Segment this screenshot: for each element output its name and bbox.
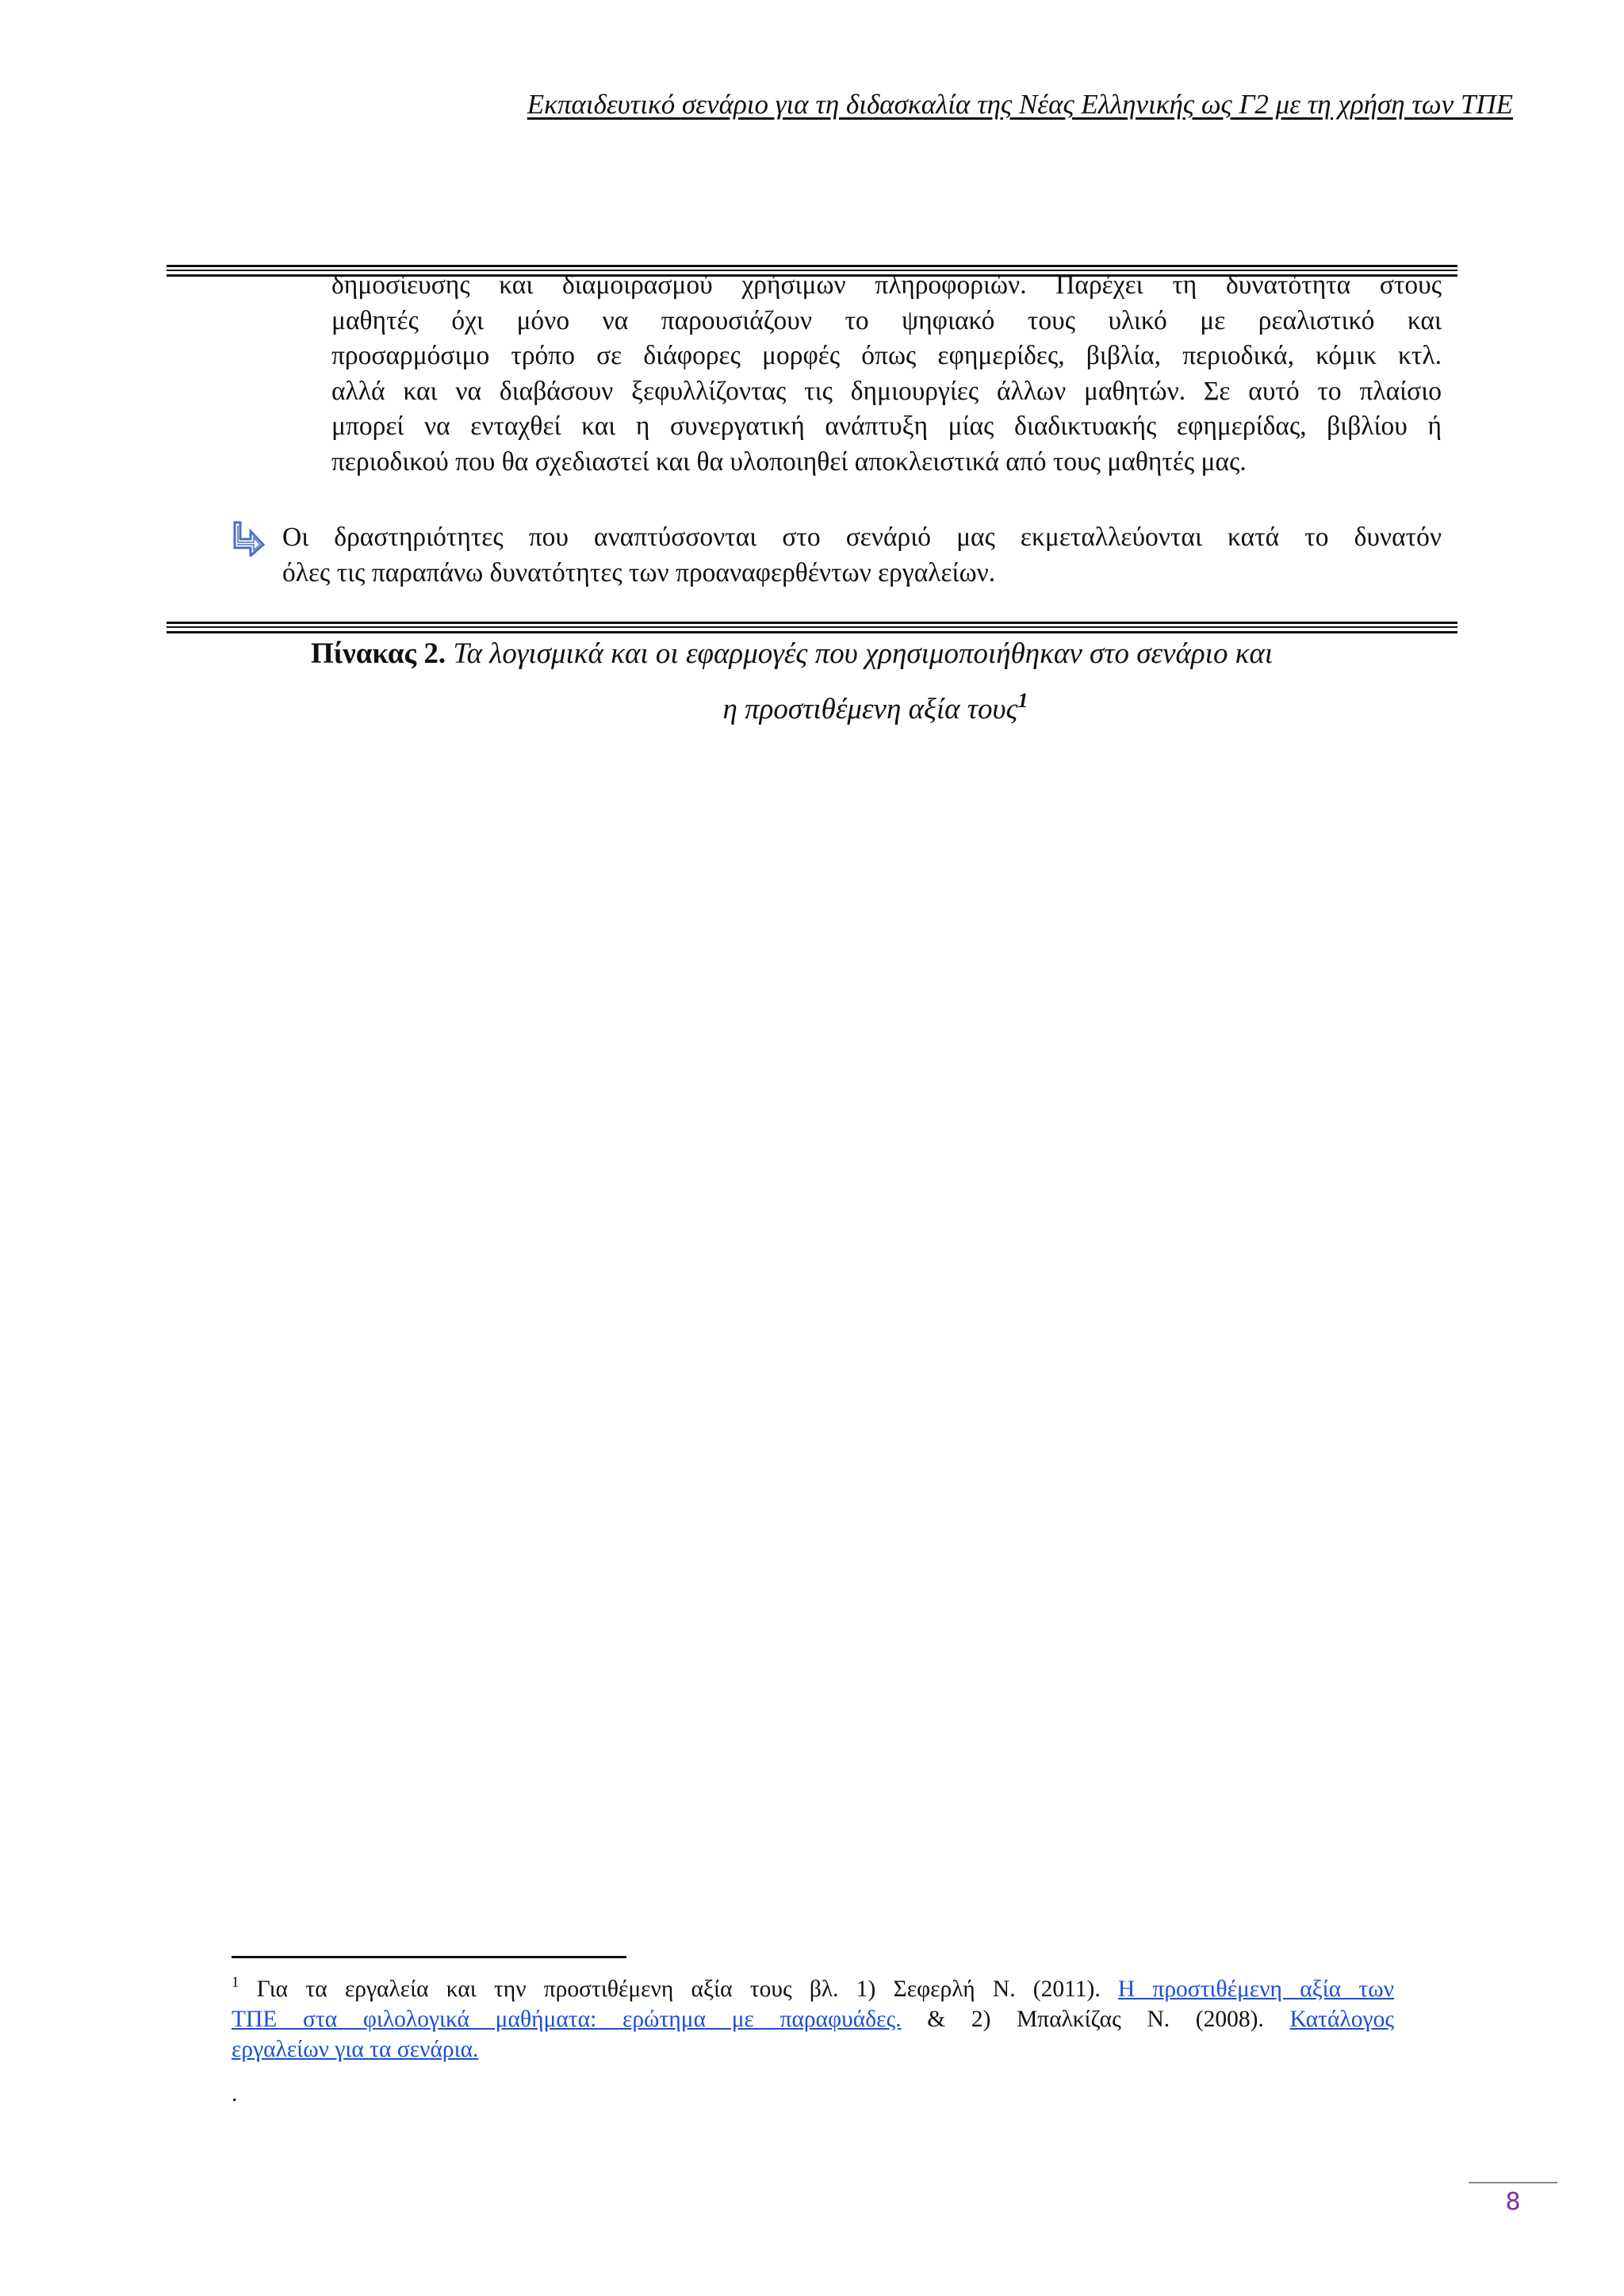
continued-paragraph — [331, 268, 1442, 480]
footnote-link-tool-catalog[interactable]: Κατάλογος — [1289, 2007, 1395, 2032]
paragraph-line: περιοδικού που θα σχεδιαστεί και θα υλοποιηθεί αποκλειστικά από τους μαθητές μας. — [331, 446, 1247, 476]
paragraph-line: μπορεί να ενταχθεί και η συνεργατική ανάπτυξη μίας διαδικτυακής εφημερίδας, βιβλίου ή — [331, 411, 1442, 442]
footnote-text: Για τα εργαλεία και την προστιθέμενη αξία τους βλ. 1) Σεφερλή Ν. (2011). — [256, 1976, 1118, 2002]
table-caption-text-2: η προστιθέμενη αξία τους — [722, 693, 1018, 725]
bullet-text — [282, 520, 1442, 591]
footnote-trailing-dot: . — [232, 2081, 238, 2107]
page-number-rule — [1469, 2182, 1557, 2183]
footnote-link-added-value[interactable]: Η προστιθέμενη αξία των — [1117, 1976, 1395, 2002]
table-caption — [311, 634, 1389, 674]
table-caption-label: Πίνακας 2. — [311, 637, 446, 670]
footnote — [232, 1974, 1394, 2064]
paragraph-line: μαθητές όχι μόνο να παρουσιάζουν το ψηφιακό τους υλικό με ρεαλιστικό και — [331, 305, 1442, 335]
footnote-reference[interactable]: 1 — [1017, 689, 1028, 712]
paragraph-line: προσαρμόσιμο τρόπο σε διάφορες μορφές όπως εφημερίδες, βιβλία, περιοδικά, κόμικ κτλ. — [331, 341, 1442, 371]
page-number: 8 — [1505, 2188, 1521, 2216]
bullet-line: όλες τις παραπάνω δυνατότητες των προαναφερθέντων εργαλείων. — [282, 557, 996, 587]
footnote-separator — [232, 1956, 626, 1958]
footnote-marker: 1 — [232, 1974, 239, 1991]
footnote-link-tool-catalog-cont[interactable]: εργαλείων για τα σενάρια. — [232, 2037, 479, 2062]
footnote-line — [232, 2004, 1394, 2034]
paragraph-line: αλλά και να διαβάσουν ξεφυλλίζοντας τις δημιουργίες άλλων μαθητών. Σε αυτό το πλαίσιο — [331, 376, 1442, 406]
paragraph-line: δημοσίευσης και διαμοιρασμού χρήσιμων πληροφοριών. Παρέχει τη δυνατότητα στους — [331, 270, 1442, 300]
bullet-line: Οι δραστηριότητες που αναπτύσσονται στο σενάριό μας εκμεταλλεύονται κατά το δυνατόν — [282, 522, 1442, 552]
running-header-title: Εκπαιδευτικό σενάριο για τη διδασκαλία της Νέας Ελληνικής ως Γ2 με τη χρήση των ΤΠΕ — [527, 89, 1513, 120]
footnote-line — [232, 2034, 1394, 2064]
table-caption-text: Τα λογισμικά και οι εφαρμογές που χρησιμοποιήθηκαν στο σενάριο και — [453, 637, 1274, 670]
footnote-text: & 2) Μπαλκίζας Ν. (2008). — [901, 2007, 1290, 2032]
triple-rule-middle — [167, 622, 1457, 633]
footnote-link-added-value-cont[interactable]: ΤΠΕ στα φιλολογικά μαθήματα: ερώτημα με παραφυάδες. — [232, 2007, 902, 2032]
table-caption-continued — [0, 690, 1624, 729]
arrow-bullet-icon — [230, 520, 266, 557]
footnote-line — [232, 1974, 1394, 2004]
